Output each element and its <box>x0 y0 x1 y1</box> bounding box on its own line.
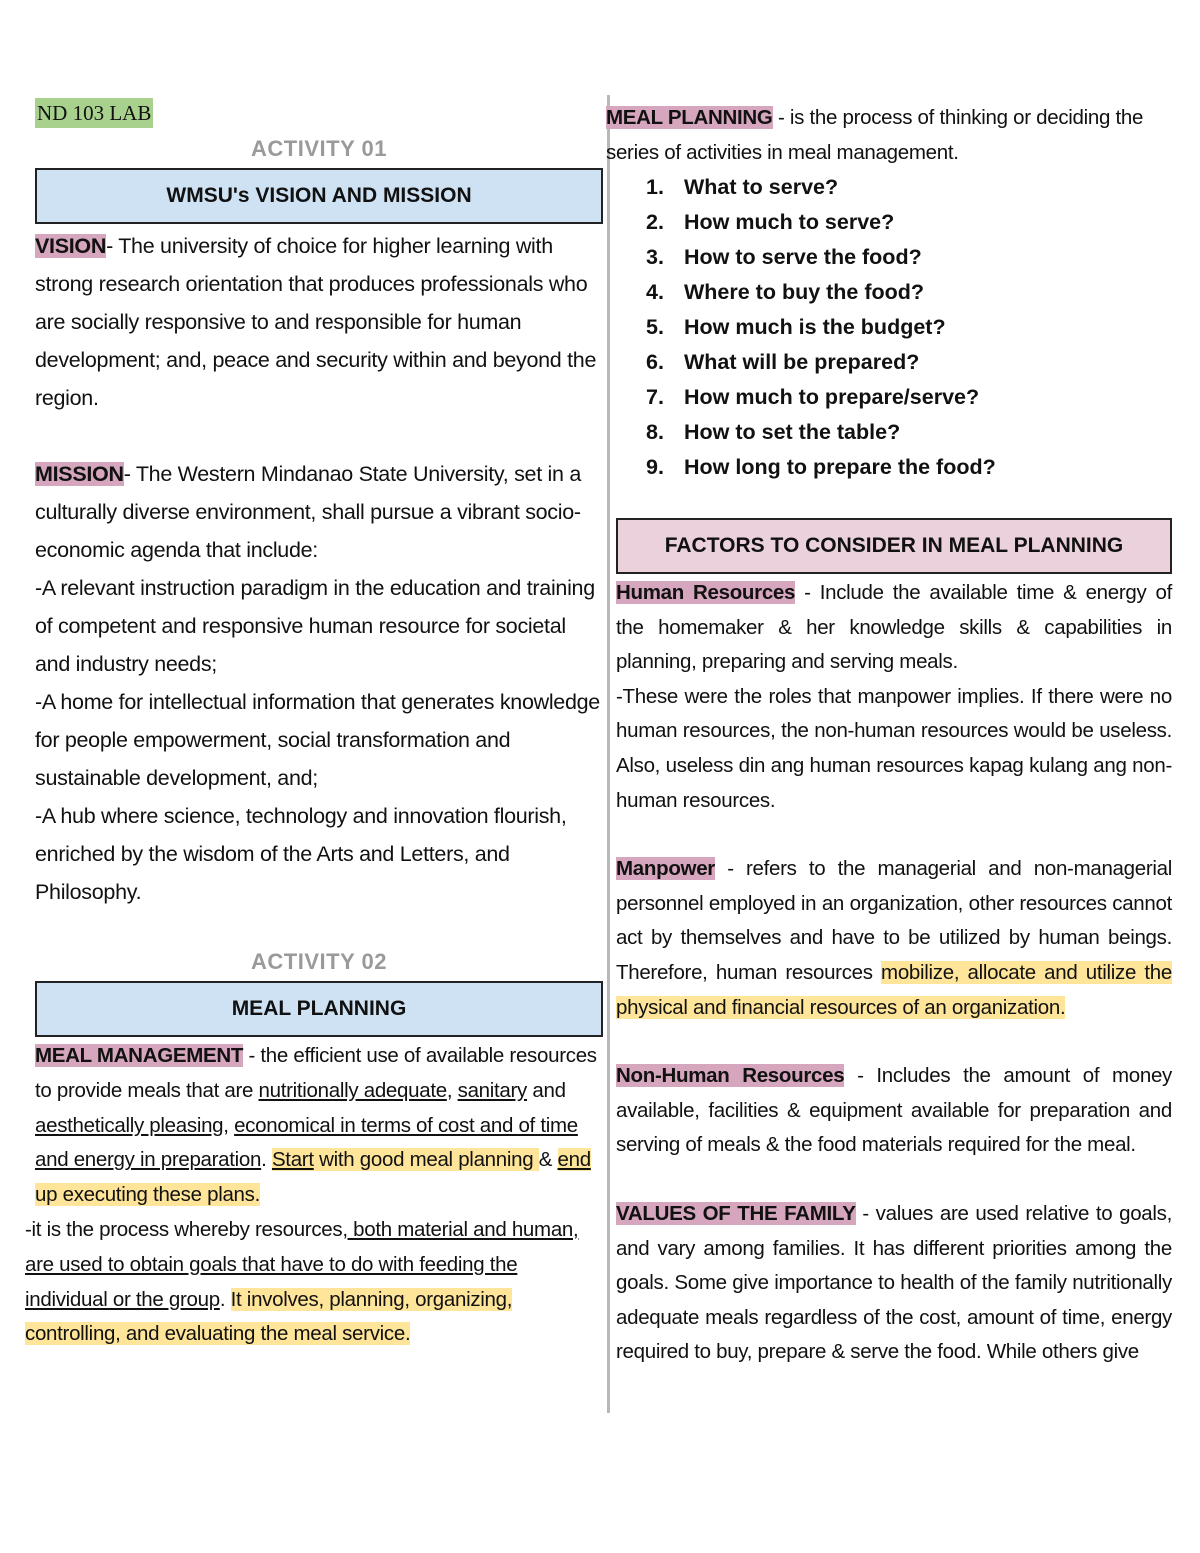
mm-text: , <box>446 1078 458 1102</box>
list-text: What to serve? <box>684 175 839 199</box>
mm-underline: economical in terms of cost and of time and energy in preparation <box>35 1113 578 1172</box>
list-number: 8. <box>646 420 664 444</box>
it-highlight: It involves, planning, organizing, controlling, and evaluating the meal service. <box>25 1287 513 1346</box>
values-of-family-text: - values are used relative to goals, and vary among families. It has different priorities among the goals. Some give importance to health of the family nutritionally adequate meals regardless of the cost, amount of time, energy required to buy, prepare & serve the food. While others give <box>616 1201 1172 1364</box>
list-item <box>646 415 1172 450</box>
it-text: . <box>219 1287 231 1311</box>
right-column <box>606 100 1172 1370</box>
list-number: 1. <box>646 175 664 199</box>
mm-highlight: Start <box>271 1148 314 1172</box>
process-paragraph <box>25 1213 603 1352</box>
list-item <box>646 380 1172 415</box>
list-text: How much to prepare/serve? <box>684 385 980 409</box>
meal-management-term: MEAL MANAGEMENT <box>35 1044 244 1067</box>
list-number: 3. <box>646 245 664 269</box>
course-label: ND 103 LAB <box>35 98 153 128</box>
manpower-paragraph <box>616 852 1172 1025</box>
list-number: 6. <box>646 350 664 374</box>
meal-management-paragraph <box>35 1039 603 1213</box>
manpower-text: - refers to the managerial and non-managerial personnel employed in an organization, other resources cannot act by themselves and have to be utilized by human beings. Therefore, human resources <box>616 857 1172 984</box>
list-item <box>646 205 1172 240</box>
mm-text: - the efficient use of available resources to provide meals that are <box>35 1044 597 1102</box>
mission-text: - The Western Mindanao State University, set in a culturally diverse environment, shall pursue a vibrant socio-economic agenda that include: <box>35 462 582 562</box>
activity-01-heading: ACTIVITY 01 <box>251 136 387 161</box>
mm-text: and <box>527 1078 566 1102</box>
vision-term: VISION <box>35 234 107 258</box>
values-of-family-paragraph <box>616 1197 1172 1370</box>
list-number: 4. <box>646 280 664 304</box>
mm-highlight: up executing these plans. <box>35 1183 260 1207</box>
manpower-highlight: mobilize, allocate and utilize the physical and financial resources of an organization. <box>616 960 1173 1019</box>
mission-item: -A hub where science, technology and innovation flourish, enriched by the wisdom of the Arts and Letters, and Philosophy. <box>35 804 567 904</box>
mm-underline: aesthetically pleasing <box>35 1113 224 1137</box>
meal-planning-text: - is the process of thinking or deciding the series of activities in meal management. <box>606 106 1144 164</box>
mm-underline: sanitary <box>457 1078 528 1102</box>
it-text: -it is the process whereby resources <box>25 1217 343 1241</box>
list-number: 2. <box>646 210 664 234</box>
list-text: How long to prepare the food? <box>684 455 996 479</box>
mm-highlight: with good meal planning <box>313 1148 539 1172</box>
list-text: How much to serve? <box>684 210 895 234</box>
vision-text: - The university of choice for higher learning with strong research orientation that produces professionals who are socially responsive to and responsible for human development; and, peace and security within and beyond the region. <box>35 234 597 410</box>
human-resources-paragraph <box>616 576 1172 680</box>
list-text: What will be prepared? <box>684 350 920 374</box>
list-text: How to serve the food? <box>684 245 922 269</box>
factors-box: FACTORS TO CONSIDER IN MEAL PLANNING <box>616 518 1172 574</box>
mm-underline: nutritionally adequate <box>258 1078 447 1102</box>
human-resources-text: - Include the available time & energy of the homemaker & her knowledge skills & capabilities in planning, preparing and serving meals. <box>616 581 1172 674</box>
list-text: How much is the budget? <box>684 315 946 339</box>
human-resources-term: Human Resources <box>616 581 796 604</box>
mm-text: , <box>223 1113 235 1137</box>
mm-text: . <box>261 1148 272 1172</box>
meal-planning-questions <box>606 170 1172 485</box>
meal-planning-paragraph <box>606 100 1172 170</box>
mm-text: & <box>538 1148 558 1172</box>
list-text: How to set the table? <box>684 420 901 444</box>
mission-term: MISSION <box>35 462 124 486</box>
mission-item: -A home for intellectual information that generates knowledge for people empowerment, social transformation and sustainable development, and; <box>35 690 600 790</box>
mission-item: -A relevant instruction paradigm in the education and training of competent and responsive human resource for societal and industry needs; <box>35 576 595 676</box>
list-number: 5. <box>646 315 664 339</box>
list-text: Where to buy the food? <box>684 280 925 304</box>
left-column <box>25 98 603 1352</box>
list-item <box>646 310 1172 345</box>
meal-planning-term: MEAL PLANNING <box>606 106 773 129</box>
list-item <box>646 345 1172 380</box>
non-human-resources-paragraph <box>616 1059 1172 1163</box>
mm-highlight: end <box>557 1148 591 1172</box>
list-number: 9. <box>646 455 664 479</box>
meal-planning-box: MEAL PLANNING <box>35 981 603 1037</box>
activity-02-heading: ACTIVITY 02 <box>251 949 387 974</box>
list-item <box>646 170 1172 205</box>
manpower-term: Manpower <box>616 857 715 881</box>
it-underline: , both material and human, are used to obtain goals that have to do with feeding the individual or the group <box>25 1217 579 1311</box>
vision-paragraph <box>35 227 603 417</box>
vision-mission-box: WMSU's VISION AND MISSION <box>35 168 603 224</box>
list-item <box>646 450 1172 485</box>
list-item <box>646 240 1172 275</box>
human-resources-note: -These were the roles that manpower implies. If there were no human resources, the non-human resources would be useless. Also, useless din ang human resources kapag kulang ang non-human resources. <box>616 684 1172 812</box>
non-human-resources-term: Non-Human Resources <box>616 1064 845 1088</box>
mission-paragraph <box>35 455 603 569</box>
list-item <box>646 275 1172 310</box>
non-human-resources-text: - Includes the amount of money available, facilities & equipment available for preparation and serving of meals & the food materials required for the meal. <box>616 1064 1173 1157</box>
list-number: 7. <box>646 385 664 409</box>
values-of-family-term: VALUES OF THE FAMILY <box>616 1201 856 1225</box>
